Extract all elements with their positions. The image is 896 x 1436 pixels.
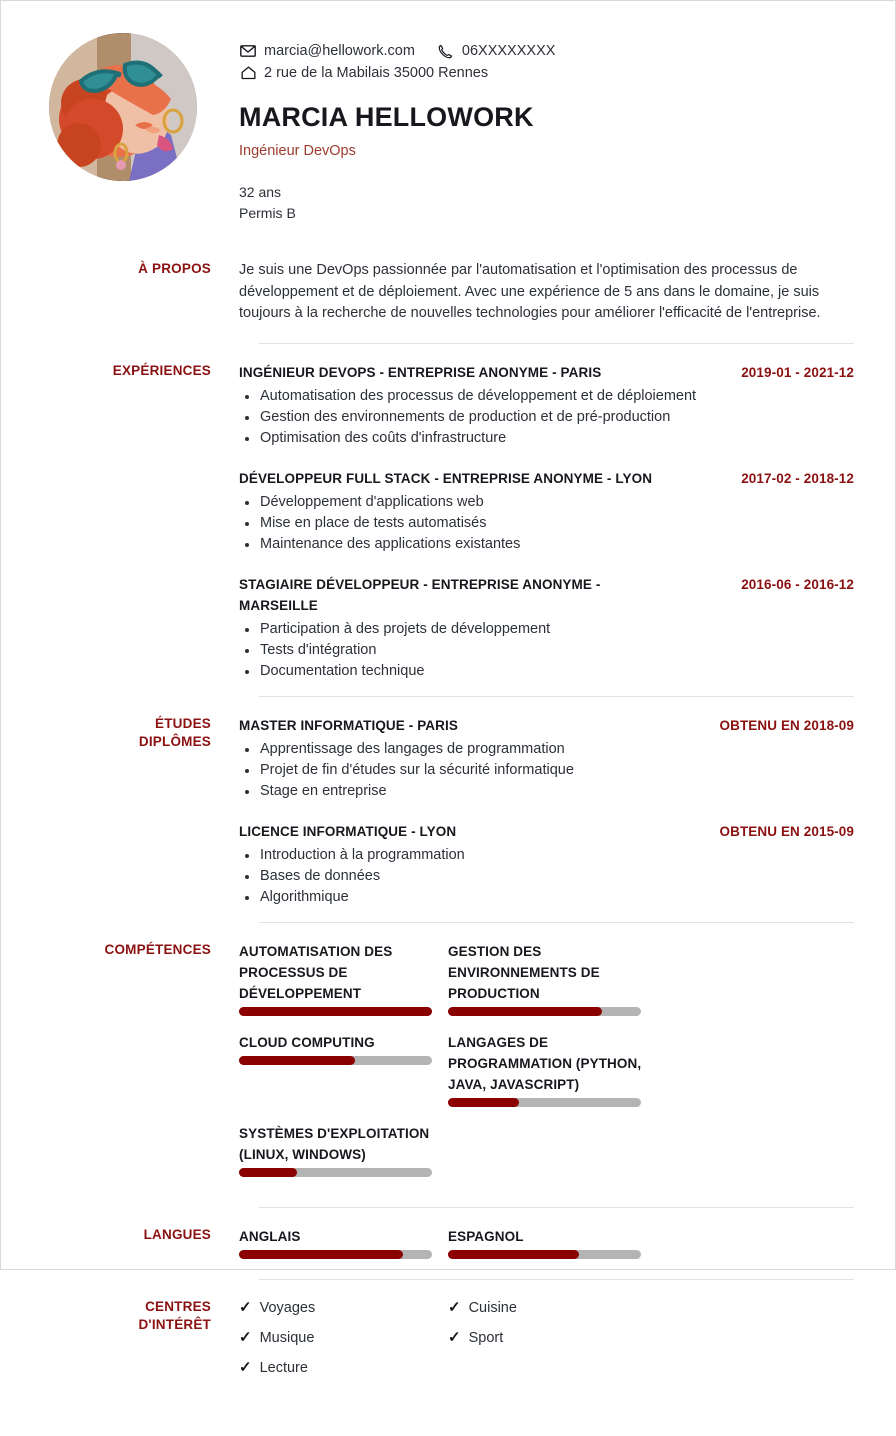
experience-date: 2017-02 - 2018-12: [741, 470, 854, 486]
check-icon: ✓: [239, 1328, 252, 1346]
list-item: Projet de fin d'études sur la sécurité informatique: [239, 760, 854, 781]
skill-item: [239, 941, 441, 1016]
education-bullets: [239, 845, 854, 908]
languages-label: LANGUES: [143, 1226, 211, 1242]
interest-item: [239, 1358, 441, 1378]
job-title: Ingénieur DevOps: [239, 143, 356, 159]
education-bullets: [239, 739, 854, 802]
interests-label-line1: CENTRES: [145, 1298, 211, 1314]
age-text: 32 ans: [239, 184, 282, 200]
about-section: [1, 260, 895, 325]
education-title: MASTER INFORMATIQUE - PARIS: [239, 717, 458, 733]
skill-name: AUTOMATISATION DES PROCESSUS DE DÉVELOPPEMENT: [239, 943, 393, 1001]
interest-item: [448, 1298, 650, 1318]
language-item: [239, 1226, 441, 1259]
education-label-line1: ÉTUDES: [155, 715, 211, 731]
list-item: Gestion des environnements de production et de pré-production: [239, 407, 854, 428]
skill-bar-track: [239, 1056, 432, 1065]
skill-name: SYSTÈMES D'EXPLOITATION (LINUX, WINDOWS): [239, 1125, 430, 1162]
list-item: Stage en entreprise: [239, 781, 854, 802]
avatar: [49, 33, 197, 181]
list-item: Développement d'applications web: [239, 492, 854, 513]
address-item: [239, 62, 488, 84]
skill-bar-fill: [239, 1007, 432, 1016]
language-bar-fill: [239, 1250, 403, 1259]
portrait-illustration-icon: [49, 33, 197, 181]
check-icon: ✓: [239, 1298, 252, 1316]
language-item: [448, 1226, 650, 1259]
experience-date: 2016-06 - 2016-12: [741, 576, 854, 592]
education-date: OBTENU EN 2018-09: [719, 717, 854, 733]
skills-grid: [239, 941, 854, 1193]
experiences-section: [1, 344, 895, 696]
experience-title: INGÉNIEUR DEVOPS - ENTREPRISE ANONYME - PARIS: [239, 364, 602, 380]
interest-item: [239, 1328, 441, 1348]
contact-line-2: [239, 62, 854, 84]
address-text: 2 rue de la Mabilais 35000 Rennes: [264, 65, 489, 81]
education-label: [35, 715, 239, 751]
skill-name: LANGAGES DE PROGRAMMATION (PYTHON, JAVA, JAVASCRIPT): [448, 1034, 642, 1092]
language-bar-fill: [448, 1250, 579, 1259]
header-text-block: [197, 30, 854, 224]
interest-label: Voyages: [259, 1299, 316, 1316]
email-item[interactable]: [239, 40, 415, 62]
contact-line-1: [239, 40, 854, 62]
interest-label: Sport: [468, 1329, 504, 1346]
skill-bar-fill: [448, 1098, 519, 1107]
check-icon: ✓: [239, 1358, 252, 1376]
list-item: Algorithmique: [239, 887, 854, 908]
education-label-line2: DIPLÔMES: [138, 733, 211, 749]
list-item: Apprentissage des langages de programmation: [239, 739, 854, 760]
skill-item: [239, 1123, 441, 1177]
language-name: ANGLAIS: [239, 1228, 301, 1244]
phone-item[interactable]: [437, 40, 556, 62]
envelope-icon: [239, 43, 257, 59]
skill-bar-fill: [448, 1007, 602, 1016]
interest-item: [448, 1328, 650, 1348]
experience-bullets: [239, 386, 854, 449]
interest-label: Cuisine: [468, 1299, 517, 1316]
skills-label: COMPÉTENCES: [104, 941, 211, 957]
skill-item: [448, 1032, 650, 1107]
experience-bullets: [239, 619, 854, 682]
list-item: Participation à des projets de développement: [239, 619, 854, 640]
list-item: Bases de données: [239, 866, 854, 887]
phone-icon: [437, 43, 455, 59]
skill-item: [239, 1032, 441, 1107]
interests-label: [35, 1298, 239, 1334]
education-date: OBTENU EN 2015-09: [719, 823, 854, 839]
experience-bullets: [239, 492, 854, 555]
languages-grid: [239, 1226, 854, 1265]
education-title: LICENCE INFORMATIQUE - LYON: [239, 823, 457, 839]
list-item: Tests d'intégration: [239, 640, 854, 661]
meta-block: [239, 182, 854, 224]
experience-entry: [239, 574, 854, 682]
list-item: Optimisation des coûts d'infrastructure: [239, 428, 854, 449]
language-bar-track: [239, 1250, 432, 1259]
experience-title: DÉVELOPPEUR FULL STACK - ENTREPRISE ANONYME - LYON: [239, 470, 653, 486]
skill-bar-fill: [239, 1056, 355, 1065]
check-icon: ✓: [448, 1328, 461, 1346]
interests-section: [1, 1280, 895, 1402]
languages-section: [1, 1208, 895, 1279]
email-text: marcia@hellowork.com: [264, 43, 415, 59]
experience-entry: [239, 362, 854, 449]
skill-bar-track: [448, 1098, 641, 1107]
skill-bar-track: [448, 1007, 641, 1016]
education-entry: [239, 821, 854, 908]
education-entry: [239, 715, 854, 802]
page-title: MARCIA HELLOWORK: [239, 102, 534, 132]
check-icon: ✓: [448, 1298, 461, 1316]
experience-entry: [239, 468, 854, 555]
skill-item: [448, 941, 650, 1016]
about-text: Je suis une DevOps passionnée par l'automatisation et l'optimisation des processus de développement et de déploiement. Avec une expérience de 5 ans dans le domaine, je suis toujours à la recherche de nouvelles technologies pour améliorer l'efficacité de l'entreprise.: [239, 262, 821, 321]
education-section: [1, 697, 895, 922]
interest-item: [239, 1298, 441, 1318]
interest-label: Lecture: [259, 1359, 308, 1376]
list-item: Introduction à la programmation: [239, 845, 854, 866]
experience-date: 2019-01 - 2021-12: [741, 364, 854, 380]
home-icon: [239, 65, 257, 81]
interest-label: Musique: [259, 1329, 315, 1346]
interests-label-line2: D'INTÉRÊT: [138, 1316, 211, 1332]
language-name: ESPAGNOL: [448, 1228, 524, 1244]
skill-bar-track: [239, 1007, 432, 1016]
skill-name: CLOUD COMPUTING: [239, 1034, 375, 1050]
about-label: À PROPOS: [138, 261, 211, 276]
phone-text: 06XXXXXXXX: [461, 43, 556, 59]
list-item: Automatisation des processus de développement et de déploiement: [239, 386, 854, 407]
list-item: Documentation technique: [239, 661, 854, 682]
list-item: Maintenance des applications existantes: [239, 534, 854, 555]
license-text: Permis B: [239, 205, 296, 221]
list-item: Mise en place de tests automatisés: [239, 513, 854, 534]
skill-bar-track: [239, 1168, 432, 1177]
skill-name: GESTION DES ENVIRONNEMENTS DE PRODUCTION: [448, 943, 600, 1001]
experience-title: STAGIAIRE DÉVELOPPEUR - ENTREPRISE ANONYME - MARSEILLE: [239, 576, 601, 613]
header-section: [1, 1, 895, 224]
experiences-label: EXPÉRIENCES: [112, 362, 211, 378]
interests-grid: [239, 1298, 854, 1388]
skill-bar-fill: [239, 1168, 297, 1177]
language-bar-track: [448, 1250, 641, 1259]
skills-section: [1, 923, 895, 1207]
